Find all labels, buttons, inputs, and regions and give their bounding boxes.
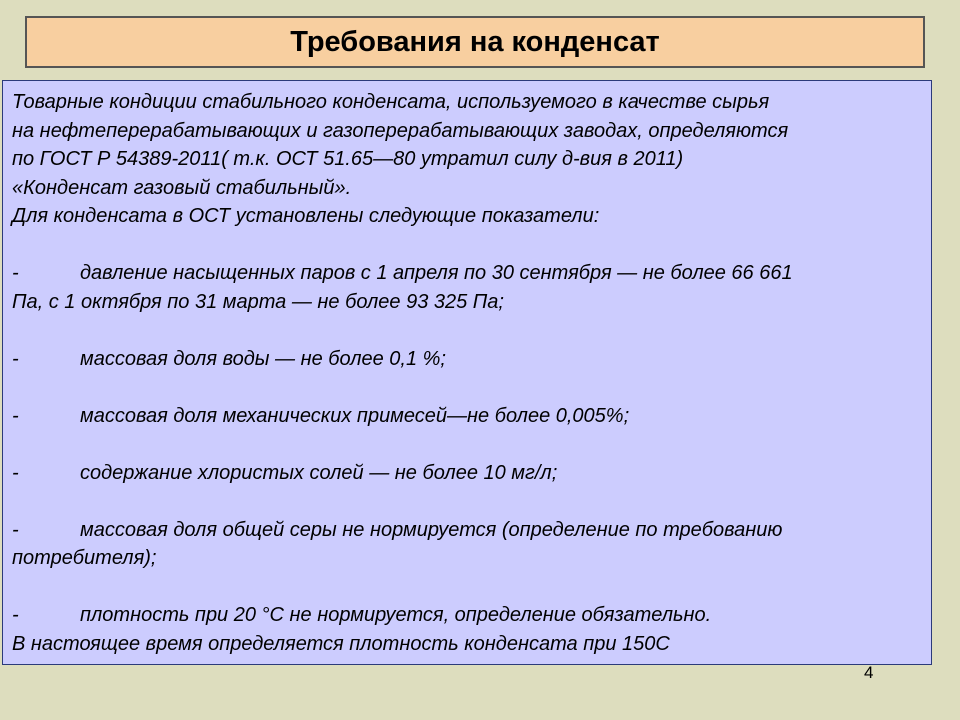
intro-line: Для конденсата в ОСТ установлены следующие показатели:	[12, 205, 600, 227]
content-box	[2, 80, 932, 665]
bullet-text: массовая доля воды — не более 0,1 %;	[80, 347, 446, 370]
bullet-text: массовая доля общей серы не нормируется (определение по требованию	[80, 518, 783, 541]
page-number: 4	[864, 663, 874, 682]
bullet-item	[12, 402, 931, 431]
bullet-text: массовая доля механических примесей—не более 0,005%;	[80, 404, 630, 427]
final-line: В настоящее время определяется плотность конденсата при 150С	[12, 632, 670, 655]
intro-line: Товарные кондиции стабильного конденсата, используемого в качестве сырья	[12, 91, 770, 113]
bullet-marker: -	[12, 461, 19, 484]
bullet-text: плотность при 20 °С не нормируется, определение обязательно.	[80, 604, 712, 626]
slide-title-box	[25, 16, 925, 68]
bullet-item	[12, 516, 931, 545]
bullet-marker: -	[12, 518, 19, 541]
bullet-item	[12, 459, 931, 488]
bullet-marker: -	[12, 604, 19, 626]
slide-title: Требования на конденсат	[290, 25, 660, 58]
bullet-continuation: потребителя);	[12, 547, 157, 569]
bullet-marker: -	[12, 347, 19, 370]
bullet-item	[12, 601, 931, 630]
intro-line: по ГОСТ Р 54389-2011( т.к. ОСТ 51.65—80 утратил силу д-вия в 2011)	[12, 148, 684, 170]
bullet-item	[12, 345, 931, 374]
intro-line: на нефтеперерабатывающих и газоперерабатывающих заводах, определяются	[12, 119, 789, 142]
bullet-item	[12, 259, 931, 288]
intro-line: «Конденсат газовый стабильный».	[12, 176, 352, 199]
bullet-text: содержание хлористых солей — не более 10 мг/л;	[80, 461, 558, 484]
bullet-marker: -	[12, 404, 19, 427]
bullet-marker: -	[12, 262, 19, 284]
bullet-text: давление насыщенных паров с 1 апреля по 30 сентября — не более 66 661	[80, 262, 793, 284]
bullet-continuation: Па, с 1 октября по 31 марта — не более 93 325 Па;	[12, 290, 504, 313]
